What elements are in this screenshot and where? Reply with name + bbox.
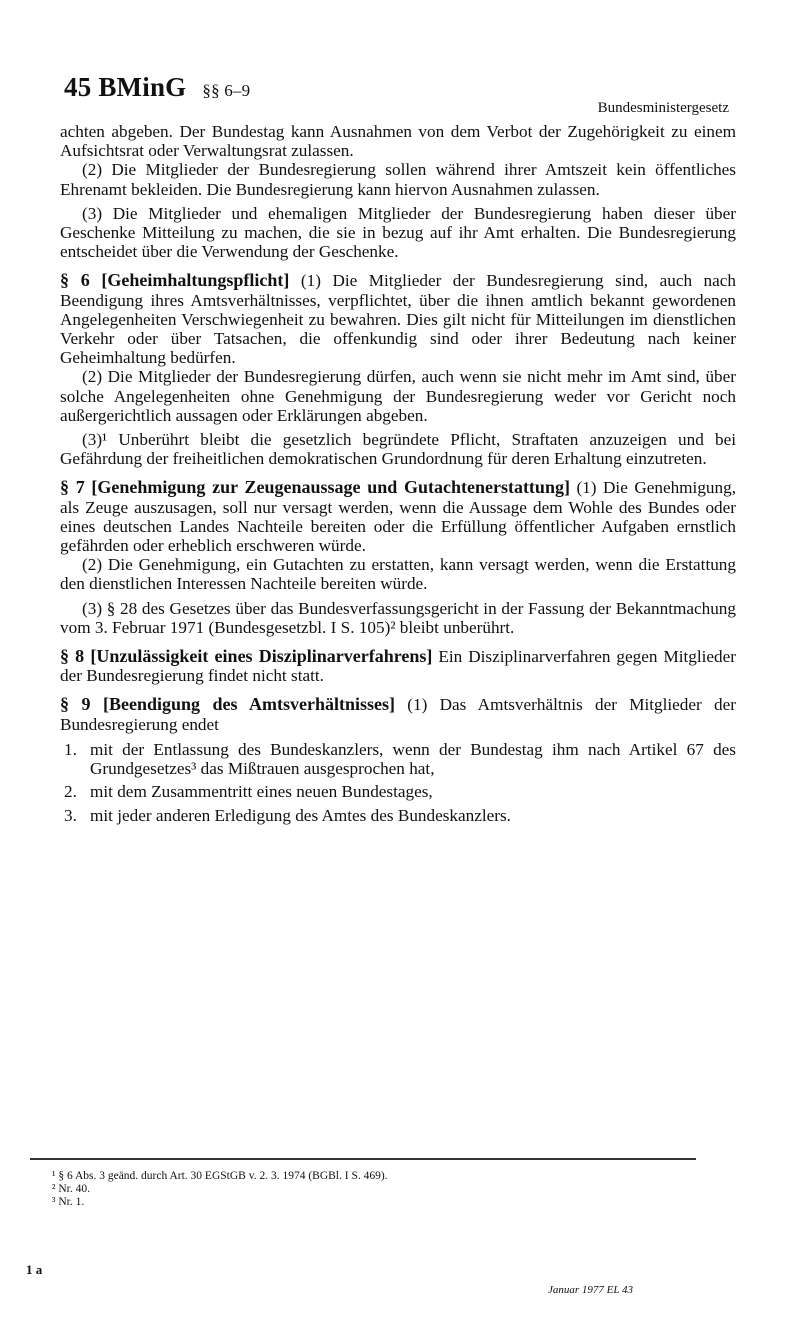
- paragraph: (3) Die Mitglieder und ehemaligen Mitglieder der Bundesregierung haben dieser über Geschenke Mitteilung zu machen, die sie in bezug auf ihr Amt erhalten. Die Bundesregierung entscheidet über die Verwendung der Geschenke.: [60, 203, 736, 262]
- section-7: [60, 478, 736, 555]
- paragraph: (1) Die Mitglieder der Bundesregierung sind, auch nach Beendigung ihres Amtsverhältnisses, verpflichtet, über die ihnen amtlich bekannt gewordenen Angelegenheiten Verschwiegenheit zu bewahren. Dies gilt nicht für Mitteilungen im dienstlichen Verkehr oder über Tatsachen, die offenkundig sind oder ihrer Bedeutung nach keiner Geheimhaltung bedürfen.: [60, 271, 736, 368]
- list-number: 3.: [64, 805, 77, 825]
- paragraph: (2) Die Mitglieder der Bundesregierung dürfen, auch wenn sie nicht mehr im Amt sind, über solche Angelegenheiten ohne Genehmigung der Bundesregierung weder vor Gericht noch außergerichtlich aussagen oder Erklärungen abgeben.: [60, 367, 736, 425]
- termination-list: [60, 740, 736, 825]
- paragraph: (2) Die Mitglieder der Bundesregierung sollen während ihrer Amtszeit kein öffentliches Ehrenamt bekleiden. Die Bundesregierung kann hiervon Ausnahmen zulassen.: [60, 160, 736, 199]
- section-heading: § 6 [Geheimhaltungspflicht]: [60, 270, 290, 291]
- list-text: mit jeder anderen Erledigung des Amtes des Bundeskanzlers.: [90, 805, 511, 825]
- list-text: mit dem Zusammentritt eines neuen Bundestages,: [90, 782, 433, 802]
- paragraph: (1) Die Genehmigung, als Zeuge auszusagen, soll nur versagt werden, wenn die Aussage dem Wohle des Bundes oder eines deutschen Landes Nachteile bereiten oder die Erfüllung öffentlicher Aufgaben ernstlich gefährden oder erheblich erschweren würde.: [60, 478, 736, 556]
- footnote-divider: [30, 1158, 696, 1160]
- footnote: ¹ § 6 Abs. 3 geänd. durch Art. 30 EGStGB v. 2. 3. 1974 (BGBl. I S. 469).: [52, 1170, 388, 1182]
- section-heading: § 8 [Unzulässigkeit eines Disziplinarverfahrens]: [60, 646, 433, 667]
- law-code: 45 BMinG: [64, 72, 187, 102]
- edition-note: Januar 1977 EL 43: [548, 1284, 634, 1296]
- section-8: [60, 647, 736, 685]
- footnote: ² Nr. 40.: [52, 1183, 90, 1195]
- list-number: 1.: [64, 739, 77, 759]
- list-number: 2.: [64, 782, 77, 802]
- paragraph: (3)¹ Unberührt bleibt die gesetzlich begründete Pflicht, Straftaten anzuzeigen und bei Gefährdung der freiheitlichen demokratischen Grundordnung für deren Erhaltung einzutreten.: [60, 430, 736, 469]
- paragraph: achten abgeben. Der Bundestag kann Ausnahmen von dem Verbot der Zugehörigkeit zu einem Aufsichtsrat oder Verwaltungsrat zulassen.: [60, 122, 736, 161]
- paragraph: (3) § 28 des Gesetzes über das Bundesverfassungsgericht in der Fassung der Bekanntmachung vom 3. Februar 1971 (Bundesgesetzbl. I S. 105)² bleibt unberührt.: [60, 598, 736, 637]
- law-code-header: [64, 72, 250, 103]
- section-heading: § 9 [Beendigung des Amtsverhältnisses]: [60, 694, 395, 715]
- document-body: [60, 122, 736, 829]
- section-9: [60, 695, 736, 733]
- section-range: §§ 6–9: [202, 81, 251, 100]
- list-text: mit der Entlassung des Bundeskanzlers, wenn der Bundestag ihm nach Artikel 67 des Grundgesetzes³ das Mißtrauen ausgesprochen hat,: [90, 739, 736, 779]
- paragraph: (2) Die Genehmigung, ein Gutachten zu erstatten, kann versagt werden, wenn die Erstattung den dienstlichen Interessen Nachteile bereiten würde.: [60, 555, 736, 594]
- footnote: ³ Nr. 1.: [52, 1196, 85, 1208]
- paragraph: (1) Das Amtsverhältnis der Mitglieder der Bundesregierung endet: [60, 695, 736, 734]
- list-item: [60, 806, 736, 825]
- paragraph: Ein Disziplinarverfahren gegen Mitglieder der Bundesregierung findet nicht statt.: [60, 647, 736, 686]
- list-item: [60, 740, 736, 778]
- page-marker: 1 a: [26, 1262, 43, 1277]
- list-item: [60, 782, 736, 801]
- section-6: [60, 271, 736, 367]
- section-heading: § 7 [Genehmigung zur Zeugenaussage und Gutachtenerstattung]: [60, 477, 570, 498]
- footnotes: [52, 1170, 388, 1209]
- running-title: Bundesministergesetz: [597, 100, 729, 116]
